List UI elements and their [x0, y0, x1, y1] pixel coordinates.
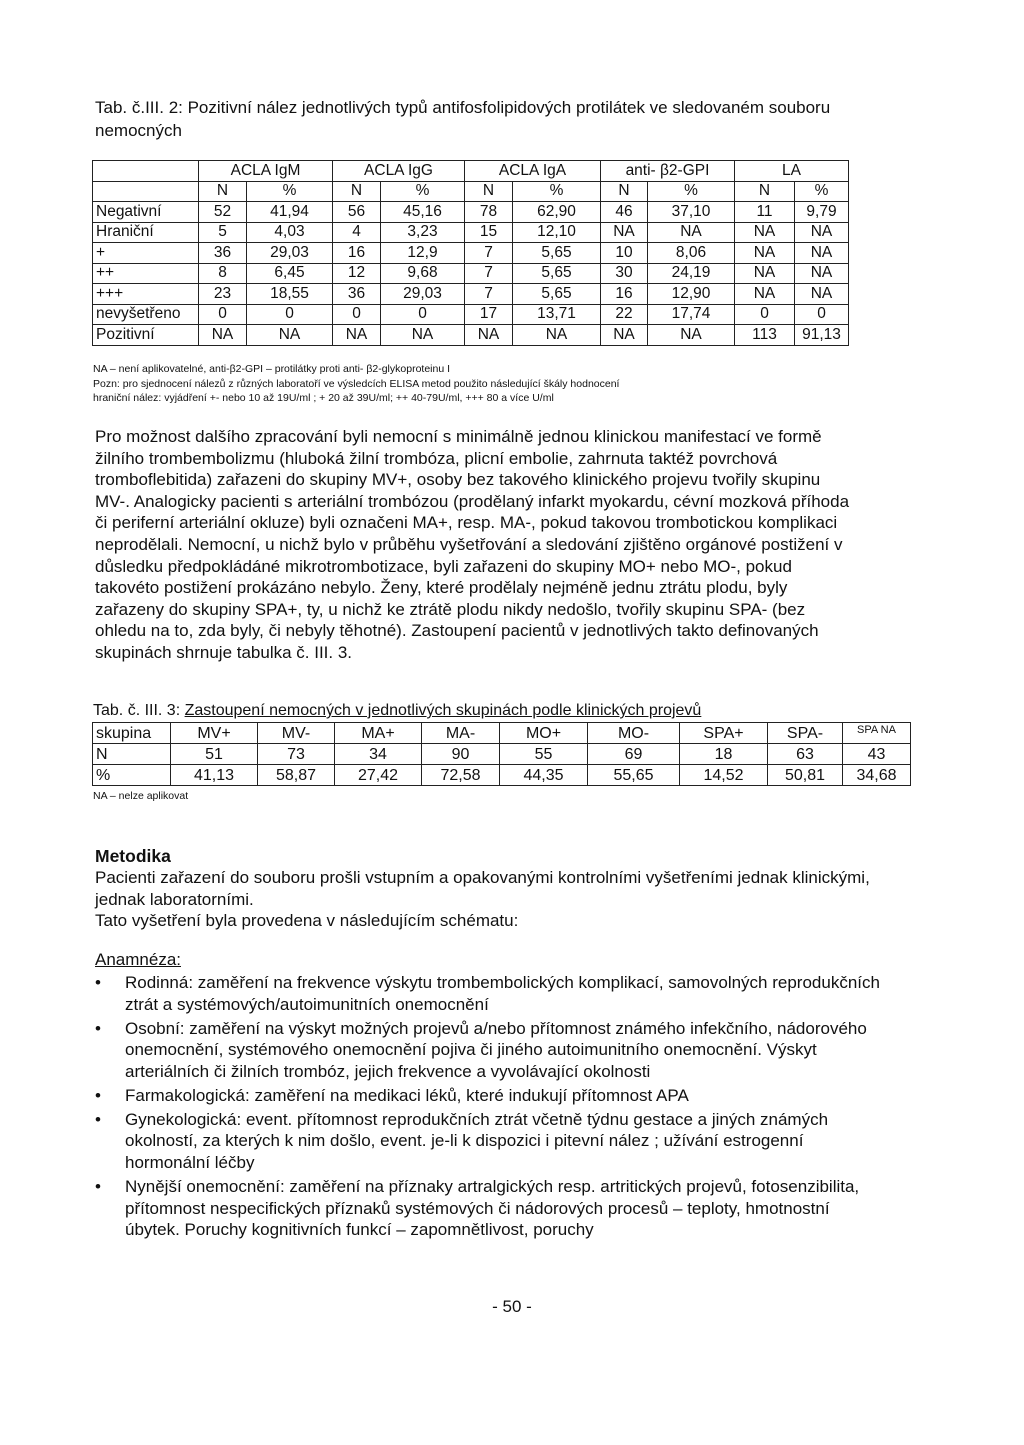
table-cell: 12,90	[648, 284, 735, 305]
row-label: Pozitivní	[93, 325, 199, 346]
table-cell: 8	[199, 263, 247, 284]
section-paragraph: Tato vyšetření byla provedena v následujícím schématu:	[95, 911, 519, 931]
groups-header-cell: MO+	[500, 723, 588, 744]
table-group-header: ACLA IgA	[465, 161, 601, 182]
table-cell: 0	[199, 304, 247, 325]
list-item-text: zaměření na frekvence výskytu trombembolických komplikací, samovolných reprodukčních ztrát a systémových/autoimunitních onemocnění	[125, 973, 880, 1014]
table-cell: 91,13	[795, 325, 849, 346]
table-cell: 5,65	[513, 263, 601, 284]
groups-cell: 18	[680, 744, 768, 765]
table-subheader: N	[601, 181, 648, 202]
table-cell: 12,9	[381, 243, 465, 264]
groups-cell: N	[93, 744, 171, 765]
groups-row	[93, 744, 911, 765]
groups-cell: 55	[500, 744, 588, 765]
table-cell: 9,79	[795, 202, 849, 223]
groups-cell: 51	[171, 744, 258, 765]
table-row	[93, 325, 849, 346]
table-group-header: ACLA IgG	[333, 161, 465, 182]
table-subheader: %	[247, 181, 333, 202]
table-cell: NA	[795, 284, 849, 305]
table-cell: 5	[199, 222, 247, 243]
table-group-header: anti- β2-GPI	[601, 161, 735, 182]
table-subheader: N	[465, 181, 513, 202]
list-item-text: event. přítomnost reprodukčních ztrát včetně týdnu gestace a jiných známých okolností, za kterých k nim došlo, event. je-li k dispozici i pitevní nález ; užívání estrogenní hormonální léčby	[125, 1109, 829, 1172]
groups-header-cell: MA+	[335, 723, 422, 744]
table-cell: 16	[601, 284, 648, 305]
table-cell: 10	[601, 243, 648, 264]
groups-cell: 63	[768, 744, 843, 765]
table-cell: NA	[601, 325, 648, 346]
groups-cell: 34,68	[843, 765, 911, 786]
table-cell: NA	[735, 263, 795, 284]
table-cell: 17,74	[648, 304, 735, 325]
groups-cell: %	[93, 765, 171, 786]
table-cell: 7	[465, 243, 513, 264]
table-note-line: hraniční nález: vyjádření +- nebo 10 až 19U/ml ; + 20 až 39U/ml; ++ 40-79U/ml, +++ 80 a více U/ml	[93, 392, 554, 404]
groups-header-row	[93, 723, 911, 744]
table-note: NA – nelze aplikovat	[93, 790, 189, 802]
section-title: Metodika	[95, 846, 171, 866]
table-cell: NA	[795, 243, 849, 264]
table-cell: 30	[601, 263, 648, 284]
groups-cell: 73	[258, 744, 335, 765]
table-cell: NA	[333, 325, 381, 346]
table-row	[93, 243, 849, 264]
table-subheader: %	[381, 181, 465, 202]
list-item-head: Nynější onemocnění:	[125, 1176, 285, 1196]
groups-header-cell: MA-	[422, 723, 500, 744]
table-cell: 12,10	[513, 222, 601, 243]
table-row	[93, 304, 849, 325]
list-item-text: zaměření na výskyt možných projevů a/nebo přítomnost známého infekčního, nádorového onemocnění, systémového onemocnění pojiva či jiného autoimunitního onemocnění. Výskyt arteriálních či žilních trombóz, jejich frekvence a vyvolávající okolnosti	[125, 1018, 867, 1081]
table-cell: NA	[648, 222, 735, 243]
page-number: - 50 -	[492, 1297, 532, 1316]
list-item	[95, 1176, 885, 1241]
list-item-head: Rodinná:	[125, 973, 194, 992]
table-cell: 22	[601, 304, 648, 325]
row-label: +++	[93, 284, 199, 305]
groups-header-cell: SPA NA	[843, 723, 911, 744]
table-cell: 29,03	[381, 284, 465, 305]
table-row	[93, 284, 849, 305]
table-cell: 13,71	[513, 304, 601, 325]
groups-header-cell: MV-	[258, 723, 335, 744]
table-caption-2: Tab. č.III. 2: Pozitivní nález jednotlivých typů antifosfolipidových protilátek ve sledovaném souboru nemocných	[95, 98, 831, 140]
table-cell: 29,03	[247, 243, 333, 264]
table-cell: 0	[735, 304, 795, 325]
table-corner-cell	[93, 181, 199, 202]
anamnesis-list	[95, 972, 885, 1243]
list-item-head: Osobní:	[125, 1018, 185, 1038]
table-cell: 78	[465, 202, 513, 223]
table-subheader-row	[93, 181, 849, 202]
list-item	[95, 972, 885, 1015]
row-label: Hraniční	[93, 222, 199, 243]
row-label: nevyšetřeno	[93, 304, 199, 325]
table-cell: NA	[247, 325, 333, 346]
table-cell: 0	[381, 304, 465, 325]
table-cell: NA	[381, 325, 465, 346]
table-cell: NA	[648, 325, 735, 346]
table-cell: 3,23	[381, 222, 465, 243]
list-item-head: Gynekologická:	[125, 1109, 242, 1129]
table-group-header: LA	[735, 161, 849, 182]
table-cell: 36	[333, 284, 381, 305]
table-group-header: ACLA IgM	[199, 161, 333, 182]
table-note-line: NA – není aplikovatelné, anti-β2-GPI – protilátky proti anti- β2-glykoproteinu I	[93, 363, 451, 375]
table-cell: 36	[199, 243, 247, 264]
table-cell: 45,16	[381, 202, 465, 223]
groups-table-body	[93, 723, 911, 786]
groups-cell: 90	[422, 744, 500, 765]
table-cell: 0	[795, 304, 849, 325]
table-cell: NA	[795, 263, 849, 284]
table-cell: 18,55	[247, 284, 333, 305]
table-cell: 41,94	[247, 202, 333, 223]
table-subheader: %	[795, 181, 849, 202]
table-row	[93, 202, 849, 223]
list-item-text: zaměření na medikaci léků, které indukují přítomnost APA	[249, 1085, 689, 1105]
table-cell: 8,06	[648, 243, 735, 264]
groups-cell: 41,13	[171, 765, 258, 786]
table-cell: NA	[465, 325, 513, 346]
table-cell: 5,65	[513, 284, 601, 305]
caption-prefix: Tab. č. III. 3:	[93, 702, 185, 719]
groups-header-cell: MO-	[588, 723, 680, 744]
table-subheader: %	[648, 181, 735, 202]
groups-header-cell: MV+	[171, 723, 258, 744]
table-cell: 15	[465, 222, 513, 243]
groups-cell: 44,35	[500, 765, 588, 786]
table-cell: NA	[513, 325, 601, 346]
list-item	[95, 1085, 885, 1107]
table-subheader: N	[333, 181, 381, 202]
table-cell: NA	[735, 222, 795, 243]
groups-cell: 34	[335, 744, 422, 765]
table-cell: 17	[465, 304, 513, 325]
list-item-text: zaměření na příznaky artralgických resp. artritických projevů, fotosenzibilita, přítomnost nespecifických příznaků systémových či nádorových procesů – teploty, hmotnostní úbytek. Poruchy kognitivních funkcí – zapomnětlivost, poruchy	[125, 1176, 860, 1240]
table-note-line: Pozn: pro sjednocení nálezů z různých laboratoří ve výsledcích ELISA metod použito následující škály hodnocení	[93, 377, 620, 390]
table-row	[93, 222, 849, 243]
table-cell: 62,90	[513, 202, 601, 223]
section-body	[95, 867, 895, 932]
table-cell: 7	[465, 284, 513, 305]
table-cell: 46	[601, 202, 648, 223]
subheading: Anamnéza:	[95, 950, 181, 969]
body-paragraph: Pro možnost dalšího zpracování byli nemocní s minimálně jednou klinickou manifestací ve formě žilního trombembolizmu (hluboká žilní trombóza, plicní embolie, zahrnuta taktéž povrchová tromboflebitida) zařazeni do skupiny MV+, osoby bez takového klinického projevu tvořily skupinu MV-. Analogicky pacienti s arteriální trombózou (prodělaný infarkt myokardu, cévní mozková příhoda či periferní arteriální okluze) byli označeni MA+, resp. MA-, pokud takovou trombotickou komplikaci neprodělali. Nemocní, u nichž bylo v průběhu vyšetřování a sledování zjištěno orgánové postižení v důsledku předpokládáné mikrotrombotizace, byli zařazeni do skupiny MO+ nebo MO-, pokud takovéto postižení prokázáno nebylo. Ženy, které prodělaly nejméně jednu ztrátu plodu, byly zařazeny do skupiny SPA+, ty, u nichž ke ztrátě plodu nikdy nedošlo, tvořily skupinu SPA- (bez ohledu na to, zda byly, či nebyly těhotné). Zastoupení pacientů v jednotlivých takto definovaných skupinách shrnuje tabulka č. III. 3.	[95, 427, 850, 662]
table-cell: 24,19	[648, 263, 735, 284]
groups-cell: 14,52	[680, 765, 768, 786]
groups-header-cell: SPA-	[768, 723, 843, 744]
groups-cell: 58,87	[258, 765, 335, 786]
table-cell: NA	[735, 243, 795, 264]
table-notes	[93, 362, 953, 407]
table-cell: 5,65	[513, 243, 601, 264]
table-cell: 4	[333, 222, 381, 243]
table-cell: 0	[333, 304, 381, 325]
groups-cell: 69	[588, 744, 680, 765]
groups-cell: 72,58	[422, 765, 500, 786]
table-body	[93, 202, 849, 346]
table-cell: NA	[795, 222, 849, 243]
table-cell: 37,10	[648, 202, 735, 223]
table-cell: 11	[735, 202, 795, 223]
table-subheader: N	[199, 181, 247, 202]
table-cell: 9,68	[381, 263, 465, 284]
table-cell: 0	[247, 304, 333, 325]
antibody-table	[92, 160, 849, 346]
list-item-head: Farmakologická:	[125, 1085, 250, 1105]
caption-title: Zastoupení nemocných v jednotlivých skupinách podle klinických projevů	[184, 702, 702, 719]
table-cell: NA	[735, 284, 795, 305]
groups-header-cell: skupina	[93, 723, 171, 744]
list-item	[95, 1018, 885, 1083]
table-cell: 23	[199, 284, 247, 305]
table-cell: 52	[199, 202, 247, 223]
table-cell: 56	[333, 202, 381, 223]
table-caption-3	[93, 701, 701, 721]
groups-header-cell: SPA+	[680, 723, 768, 744]
row-label: Negativní	[93, 202, 199, 223]
table-cell: NA	[601, 222, 648, 243]
table-cell: 7	[465, 263, 513, 284]
table-subheader: %	[513, 181, 601, 202]
row-label: +	[93, 243, 199, 264]
table-subheader: N	[735, 181, 795, 202]
table-corner-cell	[93, 161, 199, 182]
list-item	[95, 1109, 885, 1174]
groups-cell: 43	[843, 744, 911, 765]
groups-cell: 50,81	[768, 765, 843, 786]
table-cell: NA	[199, 325, 247, 346]
table-cell: 6,45	[247, 263, 333, 284]
table-header-row	[93, 161, 849, 182]
table-cell: 4,03	[247, 222, 333, 243]
table-cell: 113	[735, 325, 795, 346]
table-cell: 12	[333, 263, 381, 284]
groups-row	[93, 765, 911, 786]
groups-cell: 27,42	[335, 765, 422, 786]
groups-cell: 55,65	[588, 765, 680, 786]
table-row	[93, 263, 849, 284]
groups-table	[92, 722, 911, 786]
table-cell: 16	[333, 243, 381, 264]
section-paragraph: Pacienti zařazení do souboru prošli vstupním a opakovanými kontrolními vyšetřeními jednak klinickými, jednak laboratorními.	[95, 868, 870, 909]
row-label: ++	[93, 263, 199, 284]
